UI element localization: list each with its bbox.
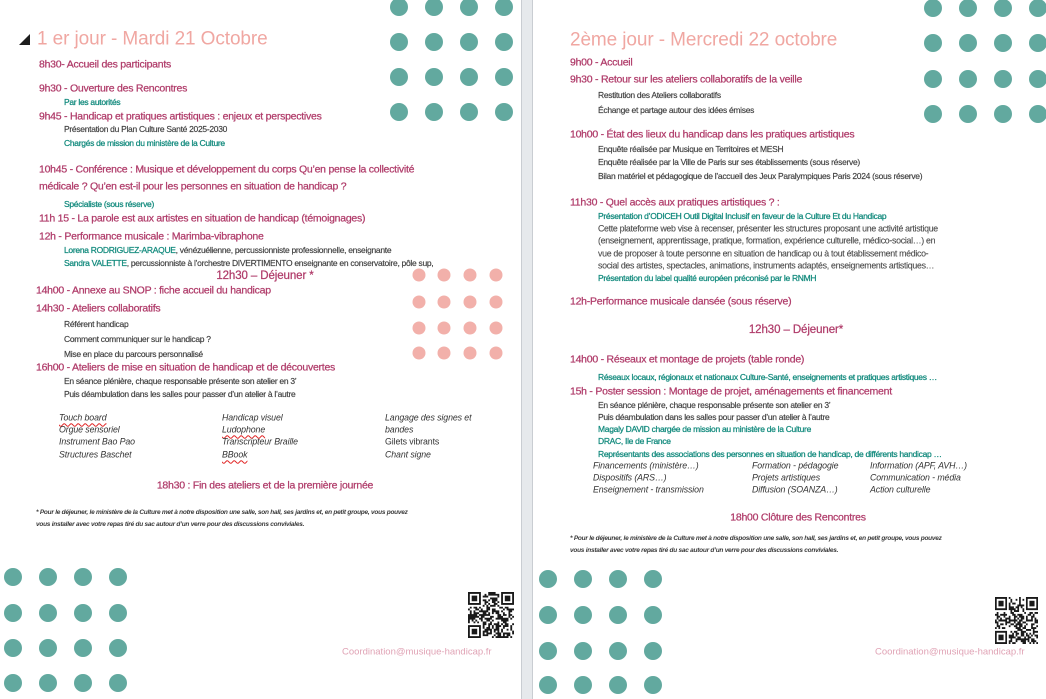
decorative-dot: [490, 347, 503, 360]
session-heading: 11h 15 - La parole est aux artistes en situation de handicap (témoignages): [39, 212, 366, 225]
qr-code[interactable]: [995, 597, 1038, 644]
decorative-dot: [1029, 34, 1046, 52]
session-detail: En séance plénière, chaque responsable présente son atelier en 3’: [64, 375, 297, 386]
decorative-dot: [74, 568, 92, 586]
decorative-dot: [609, 676, 627, 694]
decorative-dot: [425, 33, 443, 51]
session-description: vue de proposer à toute personne en situation de handicap ou à tout établissement médico-: [598, 248, 929, 259]
lunch-break: 12h30 – Déjeuner *: [216, 270, 314, 283]
decorative-dot: [644, 606, 662, 624]
decorative-dot: [413, 347, 426, 360]
session-detail: Enquête réalisée par Musique en Territoires et MESH: [598, 143, 784, 154]
decorative-dot: [609, 642, 627, 660]
contact-email-link[interactable]: Coordination@musique-handicap.fr: [875, 646, 1025, 658]
decorative-dot: [490, 322, 503, 335]
session-heading: 10h00 - État des lieux du handicap dans les pratiques artistiques: [570, 128, 855, 141]
workshop-item: Handicap visuel: [222, 412, 283, 423]
workshop-item: Langage des signes et: [385, 412, 472, 423]
decorative-dot: [460, 0, 478, 16]
decorative-dot: [574, 676, 592, 694]
session-detail: DRAC, Ile de France: [598, 435, 671, 446]
decorative-dot: [413, 322, 426, 335]
session-detail: Présentation du label qualité européen préconisé par le RNMH: [598, 272, 817, 283]
decorative-dot: [495, 0, 513, 16]
topic-item: Enseignement - transmission: [593, 484, 704, 495]
session-heading: 16h00 - Ateliers de mise en situation de handicap et de découvertes: [36, 361, 336, 374]
performer-line: [64, 245, 391, 255]
footnote-line: vous installer avec votre repas tiré du sac autour d’un verre pour des discussions conviviales.: [570, 547, 839, 555]
session-heading: 14h30 - Ateliers collaboratifs: [36, 302, 161, 315]
decorative-dot: [464, 347, 477, 360]
decorative-dot: [574, 570, 592, 588]
decorative-dot: [959, 105, 977, 123]
workshop-item: Structures Baschet: [59, 449, 132, 460]
topic-item: Action culturelle: [870, 484, 931, 495]
qr-code-modules: [468, 592, 514, 638]
session-detail: En séance plénière, chaque responsable présente son atelier en 3’: [598, 399, 831, 410]
session-description: social des artistes, spectacles, animations, instruments adaptés, enseignements artistiques…: [598, 260, 935, 271]
decorative-dot: [4, 674, 22, 692]
topic-item: Projets artistiques: [752, 472, 821, 483]
decorative-dot: [959, 70, 977, 88]
footnote-line: * Pour le déjeuner, le ministère de la Culture met à notre disposition une salle, son hall, ses jardins et, en petit groupe, vous pouvez: [570, 535, 942, 543]
performer-description: , vénézuélienne, percussionniste professionnelle, enseignante: [175, 244, 392, 255]
session-detail: Chargés de mission du ministère de la Culture: [64, 137, 225, 148]
qr-code[interactable]: [468, 592, 514, 638]
decorative-dot: [109, 568, 127, 586]
decorative-dot: [39, 604, 57, 622]
decorative-dot: [539, 570, 557, 588]
decorative-dot: [438, 322, 451, 335]
workshop-item: bandes: [385, 424, 414, 435]
decorative-dot: [390, 103, 408, 121]
decorative-dot: [4, 568, 22, 586]
workshop-item: Touch board: [59, 412, 107, 423]
decorative-dot: [438, 347, 451, 360]
workshop-item: Chant signe: [385, 449, 431, 460]
session-detail: Enquête réalisée par la Ville de Paris sur ses établissements (sous réserve): [598, 156, 860, 167]
performer-line: [64, 258, 433, 268]
decorative-dot: [109, 639, 127, 657]
day2-title: 2ème jour - Mercredi 22 octobre: [570, 29, 838, 51]
decorative-dot: [413, 296, 426, 309]
decorative-dot: [413, 269, 426, 282]
session-heading: médicale ? Qu’en est-il pour les personnes en situation de handicap ?: [39, 180, 347, 193]
decorative-dot: [490, 296, 503, 309]
decorative-dot: [924, 34, 942, 52]
lunch-break: 12h30 – Déjeuner*: [748, 324, 844, 337]
decorative-dot: [539, 642, 557, 660]
session-heading: 8h30- Accueil des participants: [39, 58, 171, 71]
decorative-dot: [539, 676, 557, 694]
decorative-dot: [460, 103, 478, 121]
decorative-dot: [644, 676, 662, 694]
contact-email-link[interactable]: Coordination@musique-handicap.fr: [342, 646, 492, 658]
workshop-item: Transcripteur Braille: [222, 436, 298, 447]
decorative-dot: [464, 296, 477, 309]
day-closing: 18h30 : Fin des ateliers et de la première journée: [156, 479, 374, 492]
decorative-dot: [1029, 105, 1046, 123]
decorative-dot: [924, 0, 942, 17]
session-detail: Puis déambulation dans les salles pour passer d’un atelier à l’autre: [64, 388, 296, 399]
session-detail: Restitution des Ateliers collaboratifs: [598, 89, 721, 100]
decorative-dot: [994, 70, 1012, 88]
decorative-dot: [425, 68, 443, 86]
session-heading: 11h30 - Quel accès aux pratiques artistiques ? :: [570, 196, 780, 209]
decorative-dot: [438, 269, 451, 282]
performer-description: , percussionniste à l’orchestre DIVERTIMENTO enseignante en conservatoire, pôle sup,: [126, 257, 434, 268]
decorative-dot: [609, 570, 627, 588]
session-heading: 14h00 - Réseaux et montage de projets (table ronde): [570, 353, 805, 366]
session-detail: Comment communiquer sur le handicap ?: [64, 333, 211, 344]
session-detail: Réseaux locaux, régionaux et nationaux Culture-Santé, enseignements et pratiques artistiques …: [598, 371, 937, 382]
session-heading: 9h00 - Accueil: [570, 56, 633, 69]
performer-name: Lorena RODRIGUEZ-ARAQUE: [64, 244, 176, 255]
decorative-dot: [574, 606, 592, 624]
session-heading: 14h00 - Annexe au SNOP : fiche accueil du handicap: [36, 284, 271, 297]
decorative-dot: [74, 639, 92, 657]
footnote-line: vous installer avec votre repas tiré du sac autour d’un verre pour des discussions conviviales.: [36, 521, 305, 529]
session-detail: Mise en place du parcours personnalisé: [64, 348, 203, 359]
session-detail: Présentation du Plan Culture Santé 2025-2030: [64, 123, 228, 134]
workshop-item: Instrument Bao Pao: [59, 436, 135, 447]
session-heading: 15h - Poster session : Montage de projet, aménagements et financement: [570, 385, 892, 398]
topic-item: Dispositifs (ARS…): [593, 472, 667, 483]
session-heading: 9h30 - Retour sur les ateliers collaboratifs de la veille: [570, 73, 803, 86]
workshop-item: Ludophone: [222, 424, 266, 435]
decorative-dot: [495, 33, 513, 51]
topic-item: Communication - média: [870, 472, 961, 483]
decorative-dot: [924, 70, 942, 88]
decorative-dot: [959, 0, 977, 17]
decorative-dot: [109, 674, 127, 692]
workshop-item: Gilets vibrants: [385, 436, 440, 447]
decorative-dot: [39, 639, 57, 657]
decorative-dot: [74, 674, 92, 692]
page-separator: [521, 0, 533, 699]
session-detail: Échange et partage autour des idées émises: [598, 104, 755, 115]
decorative-dot: [425, 0, 443, 16]
topic-item: Information (APF, AVH…): [870, 460, 967, 471]
decorative-dot: [390, 0, 408, 16]
session-description: Cette plateforme web vise à recenser, présenter les structures proposant une activité artistique: [598, 223, 938, 234]
decorative-dot: [1029, 0, 1046, 17]
decorative-dot: [39, 674, 57, 692]
decorative-dot: [490, 269, 503, 282]
decorative-dot: [390, 33, 408, 51]
session-heading: 12h-Performance musicale dansée (sous réserve): [570, 295, 792, 308]
topic-item: Diffusion (SOANZA…): [752, 484, 838, 495]
session-detail: Bilan matériel et pédagogique de l’accueil des Jeux Paralympiques Paris 2024 (sous réserve): [598, 170, 923, 181]
decorative-dot: [4, 639, 22, 657]
decorative-dot: [425, 103, 443, 121]
decorative-dot: [1029, 70, 1046, 88]
decorative-dot: [39, 568, 57, 586]
decorative-dot: [438, 296, 451, 309]
decorative-dot: [464, 269, 477, 282]
collapse-triangle-icon[interactable]: [19, 34, 30, 45]
session-detail: Présentation d’ODICEH Outil Digital Inclusif en faveur de la Culture Et du Handicap: [598, 210, 887, 221]
session-detail: Spécialiste (sous réserve): [64, 198, 154, 209]
session-heading: 9h30 - Ouverture des Rencontres: [39, 82, 188, 95]
session-detail: Puis déambulation dans les salles pour passer d’un atelier à l’autre: [598, 411, 830, 422]
decorative-dot: [644, 642, 662, 660]
session-heading: 10h45 - Conférence : Musique et développement du corps Qu’en pense la collectivité: [39, 163, 415, 176]
decorative-dot: [460, 33, 478, 51]
decorative-dot: [994, 105, 1012, 123]
session-detail: Représentants des associations des personnes en situation de handicap, de différents handicap …: [598, 448, 942, 459]
session-detail: Référent handicap: [64, 318, 129, 329]
decorative-dot: [390, 68, 408, 86]
decorative-dot: [994, 34, 1012, 52]
session-detail: Magaly DAVID chargée de mission au ministère de la Culture: [598, 423, 811, 434]
decorative-dot: [495, 68, 513, 86]
decorative-dot: [460, 68, 478, 86]
topic-item: Financements (ministère…): [593, 460, 699, 471]
decorative-dot: [464, 322, 477, 335]
decorative-dot: [609, 606, 627, 624]
decorative-dot: [4, 604, 22, 622]
decorative-dot: [924, 105, 942, 123]
decorative-dot: [959, 34, 977, 52]
day-closing: 18h00 Clôture des Rencontres: [730, 511, 866, 524]
decorative-dot: [644, 570, 662, 588]
decorative-dot: [994, 0, 1012, 17]
decorative-dot: [495, 103, 513, 121]
decorative-dot: [574, 642, 592, 660]
footnote-line: * Pour le déjeuner, le ministère de la Culture met à notre disposition une salle, son hall, ses jardins et, en petit groupe, vous pouvez: [36, 509, 408, 517]
session-detail: Par les autorités: [64, 96, 121, 107]
topic-item: Formation - pédagogie: [752, 460, 839, 471]
session-description: (enseignement, apprentissage, pratique, formation, expérience culturelle, médico-social…) en: [598, 235, 936, 246]
session-heading: 12h - Performance musicale : Marimba-vibraphone: [39, 230, 264, 243]
decorative-dot: [74, 604, 92, 622]
day1-title: 1 er jour - Mardi 21 Octobre: [37, 28, 268, 50]
decorative-dot: [539, 606, 557, 624]
workshop-item: BBook: [222, 449, 248, 460]
qr-code-modules: [995, 597, 1038, 644]
session-heading: 9h45 - Handicap et pratiques artistiques : enjeux et perspectives: [39, 110, 322, 123]
decorative-dot: [109, 604, 127, 622]
workshop-item: Orgue sensoriel: [59, 424, 120, 435]
performer-name: Sandra VALETTE: [64, 257, 127, 268]
